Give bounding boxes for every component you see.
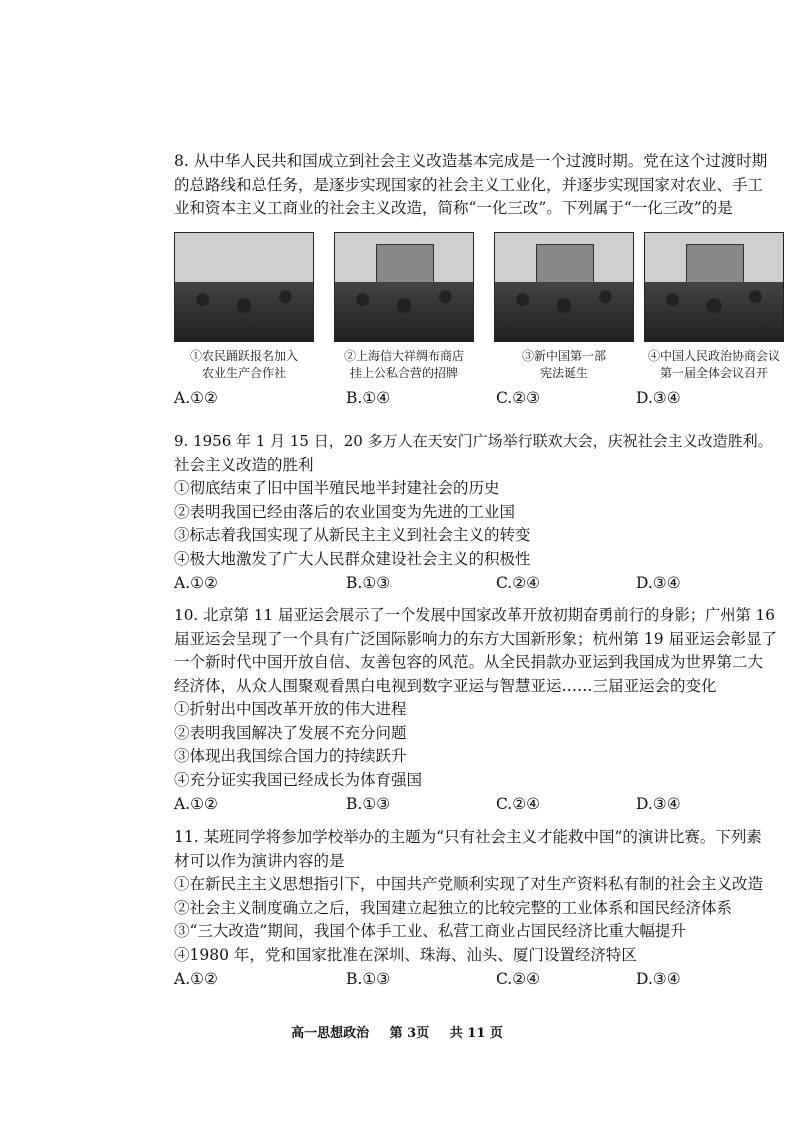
- q11-option-d[interactable]: D.③④: [636, 970, 681, 988]
- photo-shanghai-store: [334, 232, 474, 342]
- q8-options: [174, 386, 780, 410]
- q10-item-1: ①折射出中国改革开放的伟大进程: [174, 700, 407, 718]
- q10-line-2: 届亚运会呈现了一个具有广泛国际影响力的东方大国新形象；杭州第 19 届亚运会彰显了: [174, 629, 778, 648]
- q10-item-3: ③体现出我国综合国力的持续跃升: [174, 747, 407, 765]
- photo-farmers-cooperative: [174, 232, 314, 342]
- q9-option-a[interactable]: A.①②: [174, 574, 218, 592]
- q10-option-c[interactable]: C.②④: [496, 795, 541, 813]
- question-10: [174, 604, 780, 816]
- footer-subject: 高一思想政治: [291, 1026, 370, 1041]
- footer-total-pages: 共 11 页: [449, 1026, 503, 1041]
- q8-option-d[interactable]: D.③④: [636, 389, 681, 407]
- q8-photo-3: [494, 232, 634, 382]
- q8-photo-row: [174, 232, 780, 382]
- q9-option-b[interactable]: B.①③: [346, 574, 391, 592]
- q8-option-c[interactable]: C.②③: [496, 389, 541, 407]
- q11-item-3: ③“三大改造”期间，我国个体手工业、私营工商业占国民经济比重大幅提升: [174, 922, 686, 940]
- q10-line-1: 10. 北京第 11 届亚运会展示了一个发展中国家改革开放初期奋勇前行的身影；广州第 16: [174, 606, 775, 624]
- q9-item-1: ①彻底结束了旧中国半殖民地半封建社会的历史: [174, 479, 500, 497]
- q8-option-b[interactable]: B.①④: [346, 389, 391, 407]
- q10-item-2: ②表明我国解决了发展不充分问题: [174, 723, 407, 742]
- q8-photo-4: [644, 232, 784, 382]
- q10-line-3: 一个新时代中国开放自信、友善包容的风范。从全民捐款办亚运到我国成为世界第二大: [174, 653, 764, 671]
- q11-line-2: 材可以作为演讲内容的是: [174, 851, 345, 870]
- q8-line-2: 的总路线和总任务，是逐步实现国家的社会主义工业化，并逐步实现国家对农业、手工: [174, 175, 764, 194]
- q8-line-1: 8. 从中华人民共和国成立到社会主义改造基本完成是一个过渡时期。党在这个过渡时期: [174, 152, 768, 170]
- q10-option-b[interactable]: B.①③: [346, 795, 391, 813]
- q8-caption-3: ③新中国第一部 宪法诞生: [521, 349, 606, 380]
- q8-option-a[interactable]: A.①②: [174, 389, 218, 407]
- q8-caption-4: ④中国人民政治协商会议 第一届全体会议召开: [647, 349, 780, 380]
- q11-item-1: ①在新民主主义思想指引下，中国共产党顺利实现了对生产资料私有制的社会主义改造: [174, 875, 764, 893]
- page-footer: [0, 1022, 794, 1041]
- q11-item-2: ②社会主义制度确立之后，我国建立起独立的比较完整的工业体系和国民经济体系: [174, 898, 733, 917]
- q9-line-1: 9. 1956 年 1 月 15 日，20 多万人在天安门广场举行联欢大会，庆祝社会主义改造胜利。: [174, 432, 773, 450]
- q11-option-a[interactable]: A.①②: [174, 970, 218, 988]
- question-9: [174, 430, 780, 595]
- q8-photo-2: [334, 232, 474, 382]
- q8-caption-2: ②上海信大祥绸布商店 挂上公私合营的招牌: [343, 349, 464, 380]
- q10-item-4: ④充分证实我国已经成长为体育强国: [174, 770, 423, 789]
- photo-cppcc-session: [644, 232, 784, 342]
- q9-item-3: ③标志着我国实现了从新民主主义到社会主义的转变: [174, 526, 531, 544]
- q10-option-d[interactable]: D.③④: [636, 795, 681, 813]
- q11-item-4: ④1980 年，党和国家批准在深圳、珠海、汕头、厦门设置经济特区: [174, 945, 637, 964]
- q11-line-1: 11. 某班同学将参加学校举办的主题为“只有社会主义才能救中国”的演讲比赛。下列素: [174, 828, 762, 846]
- photo-constitution: [494, 232, 634, 342]
- question-8: [174, 150, 780, 221]
- q8-photo-1: [174, 232, 314, 382]
- q9-option-c[interactable]: C.②④: [496, 574, 541, 592]
- question-11: [174, 826, 780, 991]
- q9-item-2: ②表明我国已经由落后的农业国变为先进的工业国: [174, 502, 516, 521]
- q11-option-c[interactable]: C.②④: [496, 970, 541, 988]
- q10-option-a[interactable]: A.①②: [174, 795, 218, 813]
- footer-page-number: 第 3页: [389, 1026, 430, 1041]
- q9-line-2: 社会主义改造的胜利: [174, 455, 314, 474]
- q9-item-4: ④极大地激发了广大人民群众建设社会主义的积极性: [174, 549, 531, 568]
- q8-caption-1: ①农民踊跃报名加入 农业生产合作社: [189, 349, 298, 380]
- q10-line-4: 经济体，从众人围聚观看黑白电视到数字亚运与智慧亚运……三届亚运会的变化: [174, 676, 717, 695]
- q8-line-3: 业和资本主义工商业的社会主义改造，简称“一化三改”。下列属于“一化三改”的是: [174, 199, 733, 217]
- q11-option-b[interactable]: B.①③: [346, 970, 391, 988]
- q9-option-d[interactable]: D.③④: [636, 574, 681, 592]
